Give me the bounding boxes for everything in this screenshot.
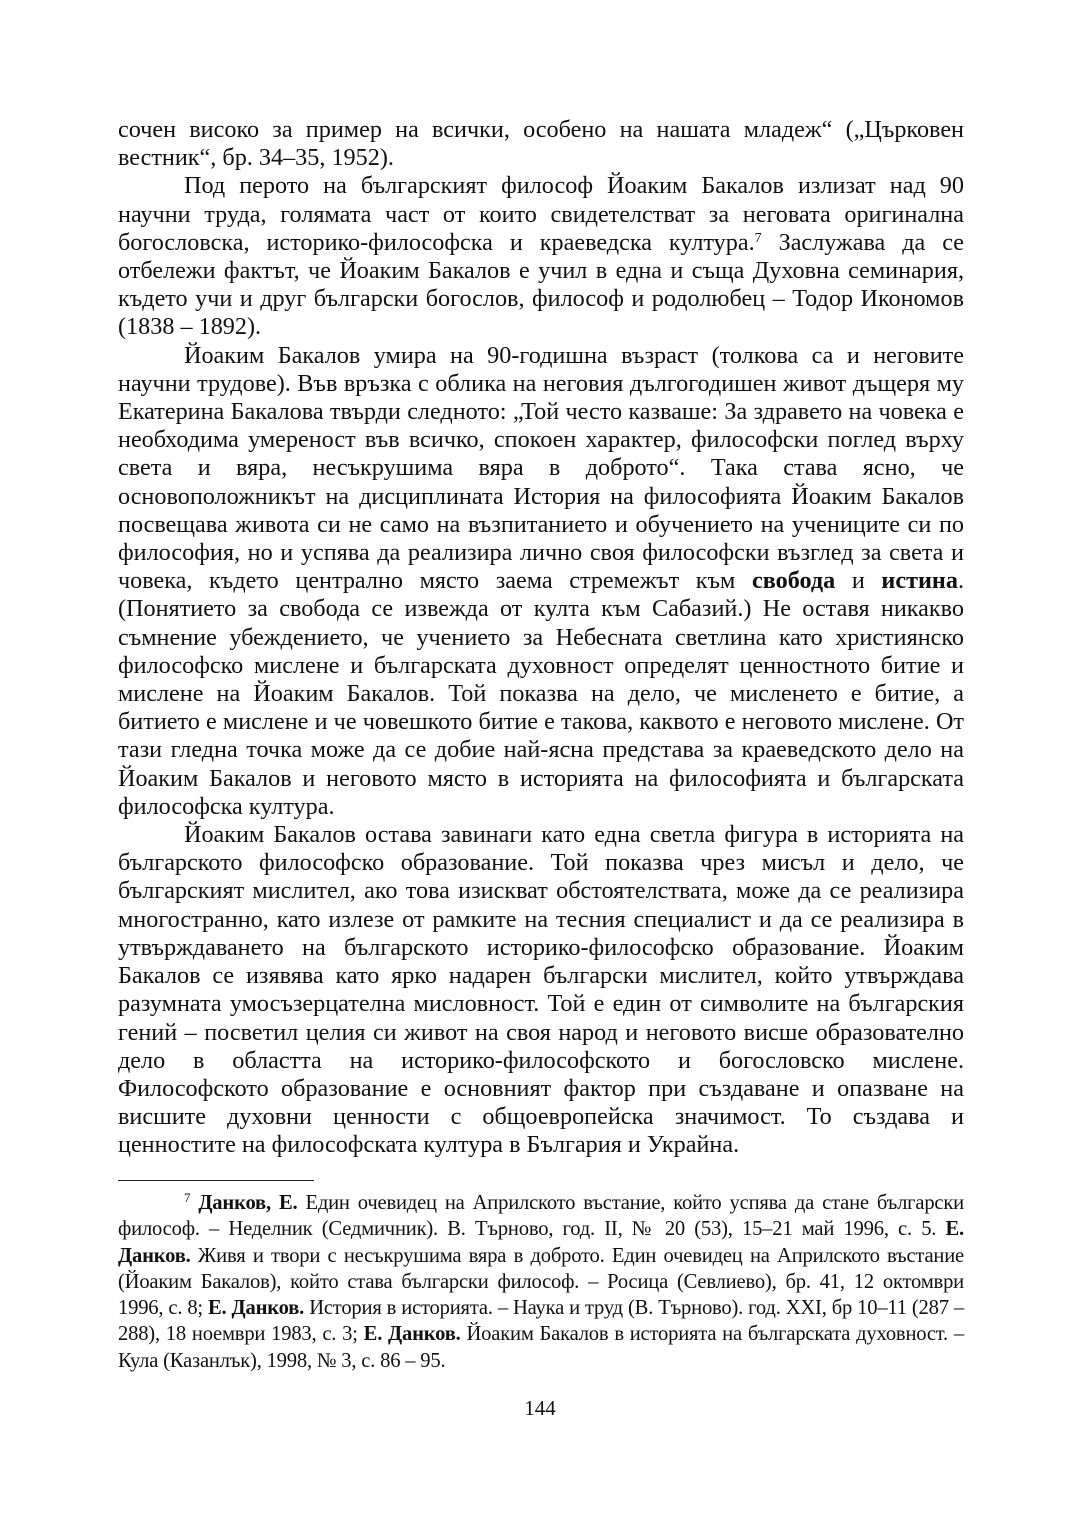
footnote-author: Е. Данков. [363,1323,461,1346]
text-segment: Йоаким Бакалов остава завинаги като една светла фигура в историята на българското философско образование. Той показва чрез мисъл и дело, че българският мислител, ако това изискват обстоятелствата, може да се реализира многостранно, като излезе от рамките на тесния специалист и да се реализира в утвърждаването на българското историко-философско образование. Йоаким Бакалов се изявява като ярко надарен български мислител, който утвърждава разумната умосъзерцателна мисловност. Той е един от символите на българския гений – посветил целия си живот на своя народ и неговото висше образователно дело в областта на историко-философското и богословско мислене. Философското образование е основният фактор при създаване и опазване на висшите духовни ценности с общоевропейска значимост. То създава и ценностите на философската култура в България и Украйна. [118,821,964,1159]
footnote-marker: 7 [184,1190,191,1205]
footnote-separator [118,1180,314,1181]
page-number: 144 [524,1396,556,1420]
page-body [118,116,964,1160]
text-segment: Под перото на българският философ Йоаким Бакалов излизат над 90 научни труда, голямата част от които свидетелстват за неговата оригинална богословска, историко-философска и краеведска култура. [118,172,964,256]
text-segment: сочен високо за пример на всички, особено на нашата младеж“ („Църковен вестник“, бр. 34–35, 1952). [118,116,964,172]
footnote [118,1190,964,1374]
footnote-author: Е. Данков. [208,1297,305,1320]
text-segment: . (Понятието за свобода се извежда от култа към Сабазий.) Не оставя никакво съмнение убеждението, че учението за Небесната светлина като християнско философско мислене и българската духовност определят ценностното битие и мислене на Йоаким Бакалов. Той показва на дело, че мисленето е битие, а битието е мислене и че човешкото битие е такова, каквото е неговото мислене. От тази гледна точка може да се добие най-ясна представа за краеведското дело на Йоаким Бакалов и неговото място в историята на философията и българската философска култура. [118,567,964,820]
paragraph [118,172,964,341]
text-segment: и [835,567,882,595]
footnote-text [118,1190,964,1374]
footnote-segment: Йоаким Бакалов в историята на българската духовност. – Кула (Казанлък), 1998, № 3, с. 86 – 95. [118,1323,964,1372]
bold-term: свобода [751,567,836,595]
footnote-reference: 7 [754,230,762,246]
paragraph [118,342,964,821]
footnote-author: Данков, Е. [198,1192,298,1214]
paragraph [118,821,964,1159]
bold-term: истина [881,567,958,595]
body-text [118,116,964,1160]
text-segment: Заслужава да се отбележи фактът, че Йоаким Бакалов е учил в една и съща Духовна семинария, където учи и друг български богослов, философ и родолюбец – Тодор Икономов (1838 – 1892). [118,228,964,341]
text-segment: Йоаким Бакалов умира на 90-годишна възраст (толкова са и неговите научни трудове). Във връзка с облика на неговия дългогодишен живот дъщеря му Екатерина Бакалова твърди следното: „Той често казваше: За здравето на човека е необходима умереност във всичко, спокоен характер, философски поглед върху света и вяра, несъкрушима вяра в доброто“. Така става ясно, че основоположникът на дисциплината История на философията Йоаким Бакалов посвещава живота си не само на възпитанието и обучението на учениците си по философия, но и успява да реализира лично своя философски възглед за света и човека, където централно място заема стремежът към [118,341,964,595]
footnote-segment: История в историята. – Наука и труд (В. Търново). год. XXI, бр 10–11 (287 – 288), 18 ноември 1983, с. 3; [118,1297,964,1346]
footnote-author: Е. Данков. [118,1218,964,1267]
footnote-segment: Един очевидец на Априлското въстание, който успява да стане български философ. – Неделник (Седмичник). В. Търново, год. II, № 20 (53), 15–21 май 1996, с. 5. [118,1192,964,1241]
footnote-segment: Живя и твори с несъкрушима вяра в доброто. Един очевидец на Априлското въстание (Йоаким Бакалов), който става български философ. – Росица (Севлиево), бр. 41, 12 октомври 1996, с. 8; [118,1244,964,1320]
paragraph [118,116,964,172]
